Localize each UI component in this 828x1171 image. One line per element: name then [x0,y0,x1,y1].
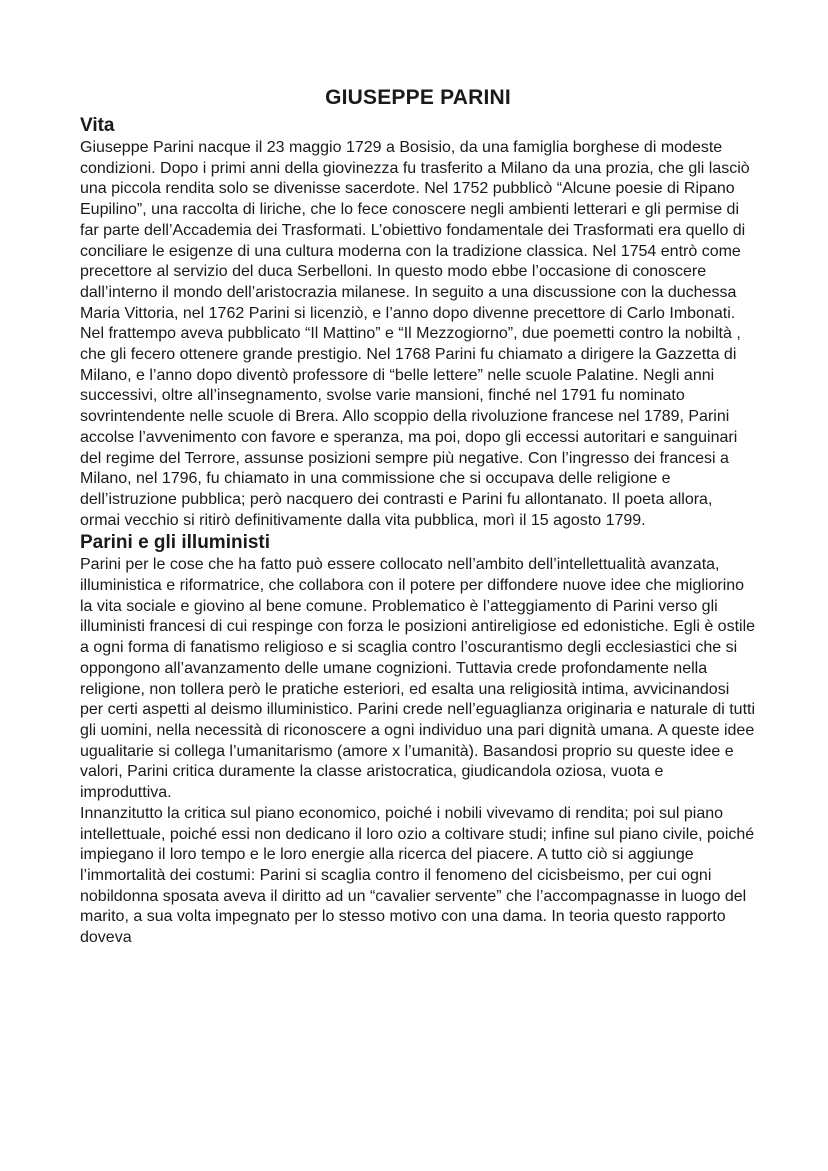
paragraph-vita-2: Nel frattempo aveva pubblicato “Il Mattino” e “Il Mezzogiorno”, due poemetti contro la nobiltà , che gli fecero ottenere grande prestigio. Nel 1768 Parini fu chiamato a dirigere la Gazzetta di Milano, e l’anno dopo diventò professore di “belle lettere” nelle scuole Palatine. Negli anni successivi, oltre all’insegnamento, svolse varie mansioni, finché nel 1791 fu nominato sovrintendente nelle scuole di Brera. Allo scoppio della rivoluzione francese nel 1789, Parini accolse l’avvenimento con favore e speranza, ma poi, dopo gli eccessi autoritari e sanguinari del regime del Terrore, assunse posizioni sempre più negative. Con l’ingresso dei francesi a Milano, nel 1796, fu chiamato in una commissione che si occupava delle religione e dell’istruzione pubblica; però nacquero dei contrasti e Parini fu allontanato. Il poeta allora, ormai vecchio si ritirò definitivamente dalla vita pubblica, morì il 15 agosto 1799. [80,325,741,529]
paragraph-illuministi-2: Innanzitutto la critica sul piano economico, poiché i nobili vivevamo di rendita; poi sul piano intellettuale, poiché essi non dedicano il loro ozio a coltivare studi; infine sul piano civile, poiché impiegano il loro tempo e le loro energie alla ricerca del piacere. A tutto ciò si aggiunge l’immortalità dei costumi: Parini si scaglia contro il fenomeno del cicisbeismo, per cui ogni nobildonna sposata aveva il diritto ad un “cavalier servente” che l’accompagnasse in luogo del marito, a sua volta impegnato per lo stesso motivo con una dama. In teoria questo rapporto doveva [80,804,755,947]
document-page [80,84,756,949]
section-heading-illuministi: Parini e gli illuministi [80,532,271,554]
document-title: GIUSEPPE PARINI [325,86,511,109]
paragraph-vita-1: Giuseppe Parini nacque il 23 maggio 1729 a Bosisio, da una famiglia borghese di modeste condizioni. Dopo i primi anni della giovinezza fu trasferito a Milano da una prozia, che gli lasciò una piccola rendita solo se divenisse sacerdote. Nel 1752 pubblicò “Alcune poesie di Ripano Eupilino”, una raccolta di liriche, che lo fece conoscere negli ambienti letterari e gli permise di far parte dell’Accademia dei Trasformati. L’obiettivo fondamentale dei Trasformati era quello di conciliare le esigenze di una cultura moderna con la tradizione classica. Nel 1754 entrò come precettore al servizio del duca Serbelloni. In questo modo ebbe l’occasione di conoscere dall’interno il mondo dell’aristocrazia milanese. In seguito a una discussione con la duchessa Maria Vittoria, nel 1762 Parini si licenziò, e l’anno dopo divenne precettore di Carlo Imbonati. [80,139,750,322]
section-vita [80,114,756,531]
paragraph-illuministi-1: Parini per le cose che ha fatto può essere collocato nell’ambito dell’intellettualità avanzata, illuministica e riformatrice, che collabora con il potere per diffondere nuove idee che migliorino la vita sociale e giovino al bene comune. Problematico è l’atteggiamento di Parini verso gli illuministi francesi di cui respinge con forza le posizioni antireligiose ed edonistiche. Egli è ostile a ogni forma di fanatismo religioso e si scaglia contro l’oscurantismo degli ecclesiastici che si oppongono all’avanzamento delle umane cognizioni. Tuttavia crede profondamente nella religione, non tollera però le pratiche esteriori, ed esalta una religiosità intima, avvicinandosi per certi aspetti al deismo illuministico. Parini crede nell’eguaglianza originaria e naturale di tutti gli uomini, nella necessità di riconoscere a ogni individuo una pari dignità umana. A queste idee ugualitarie si collega l’umanitarismo (amore x l’umanità). Basandosi proprio su queste idee e valori, Parini critica duramente la classe aristocratica, giudicandola oziosa, vuota e improduttiva. [80,556,756,802]
section-illuministi [80,531,756,948]
section-heading-vita: Vita [80,115,115,136]
